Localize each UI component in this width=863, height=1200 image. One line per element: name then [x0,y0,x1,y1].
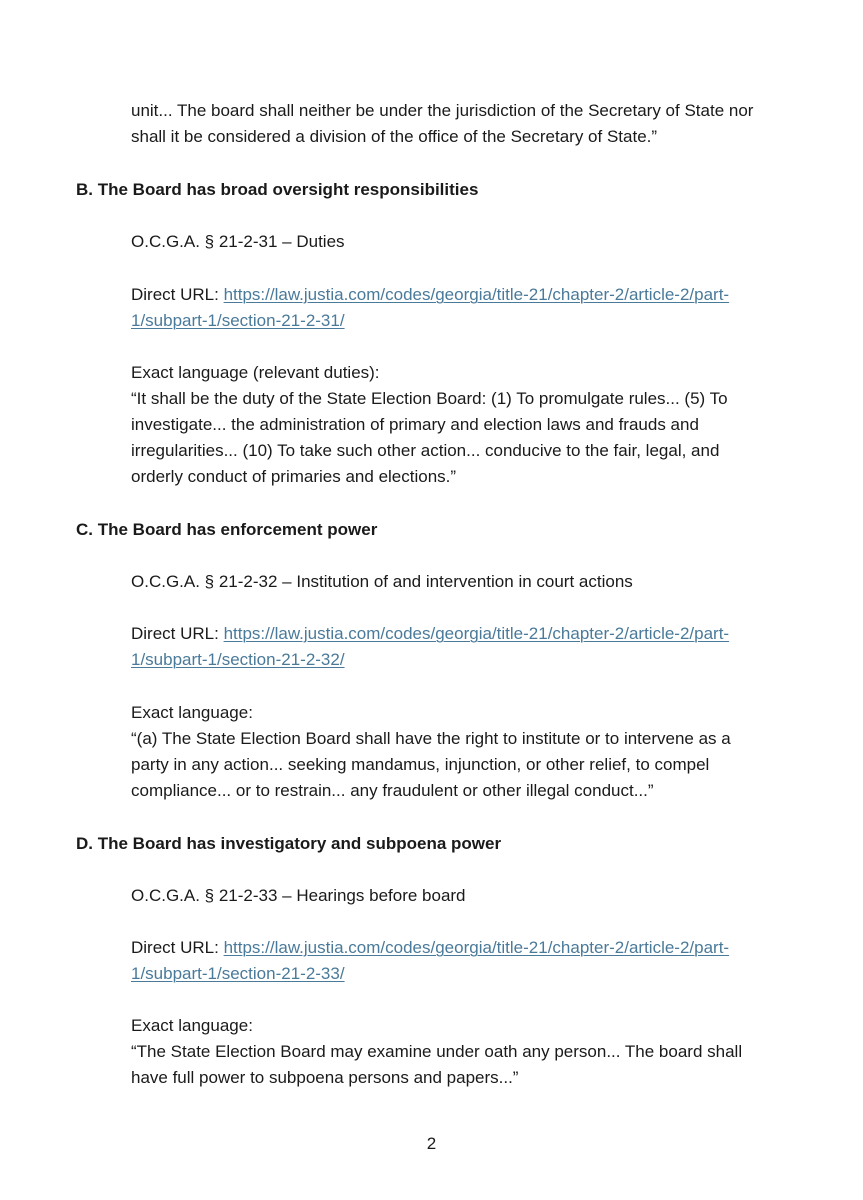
section-b-quote-line: “It shall be the duty of the State Election Board: (1) To promulgate rules... (5) To [131,389,728,408]
section-b-url-link-cont[interactable]: 1/subpart-1/section-21-2-31/ [131,311,345,330]
section-b-language-label: Exact language (relevant duties): [131,363,380,382]
section-b-url-link[interactable]: https://law.justia.com/codes/georgia/title-21/chapter-2/article-2/part- [223,285,730,304]
section-c-url-link-cont[interactable]: 1/subpart-1/section-21-2-32/ [131,650,345,669]
direct-url-label: Direct URL: [131,624,224,643]
section-b-quote-line: irregularities... (10) To take such other action... conducive to the fair, legal, and [131,441,720,460]
section-c-url-line-2 [131,649,345,671]
section-d-language-label: Exact language: [131,1016,253,1035]
section-c-statute: O.C.G.A. § 21-2-32 – Institution of and intervention in court actions [131,572,633,591]
intro-line-1: unit... The board shall neither be under the jurisdiction of the Secretary of State nor [131,101,754,120]
section-b-statute: O.C.G.A. § 21-2-31 – Duties [131,232,345,251]
direct-url-label: Direct URL: [131,938,224,957]
section-d-url-line-1 [131,937,729,959]
direct-url-label: Direct URL: [131,285,224,304]
section-b-quote-line: investigate... the administration of primary and election laws and frauds and [131,415,699,434]
section-d-heading: D. The Board has investigatory and subpoena power [76,834,502,853]
section-c-url-line-1 [131,623,729,645]
section-c-quote-line: compliance... or to restrain... any fraudulent or other illegal conduct...” [131,781,654,800]
page-number: 2 [426,1134,437,1153]
section-c-language-label: Exact language: [131,703,253,722]
section-d-url-link-cont[interactable]: 1/subpart-1/section-21-2-33/ [131,964,345,983]
intro-line-2: shall it be considered a division of the office of the Secretary of State.” [131,127,658,146]
section-d-url-line-2 [131,963,345,985]
section-c-quote-line: “(a) The State Election Board shall have the right to institute or to intervene as a [131,729,731,748]
section-c-heading: C. The Board has enforcement power [76,520,378,539]
section-d-url-link[interactable]: https://law.justia.com/codes/georgia/title-21/chapter-2/article-2/part- [223,938,730,957]
section-b-heading: B. The Board has broad oversight responsibilities [76,180,479,199]
section-b-quote-line: orderly conduct of primaries and elections.” [131,467,457,486]
section-c-quote-line: party in any action... seeking mandamus, injunction, or other relief, to compel [131,755,710,774]
section-d-quote-line: “The State Election Board may examine under oath any person... The board shall [131,1042,743,1061]
section-b-url-line-2 [131,310,345,332]
section-c-url-link[interactable]: https://law.justia.com/codes/georgia/title-21/chapter-2/article-2/part- [223,624,730,643]
section-d-quote-line: have full power to subpoena persons and papers...” [131,1068,519,1087]
section-d-statute: O.C.G.A. § 21-2-33 – Hearings before board [131,886,466,905]
section-b-url-line-1 [131,284,729,306]
